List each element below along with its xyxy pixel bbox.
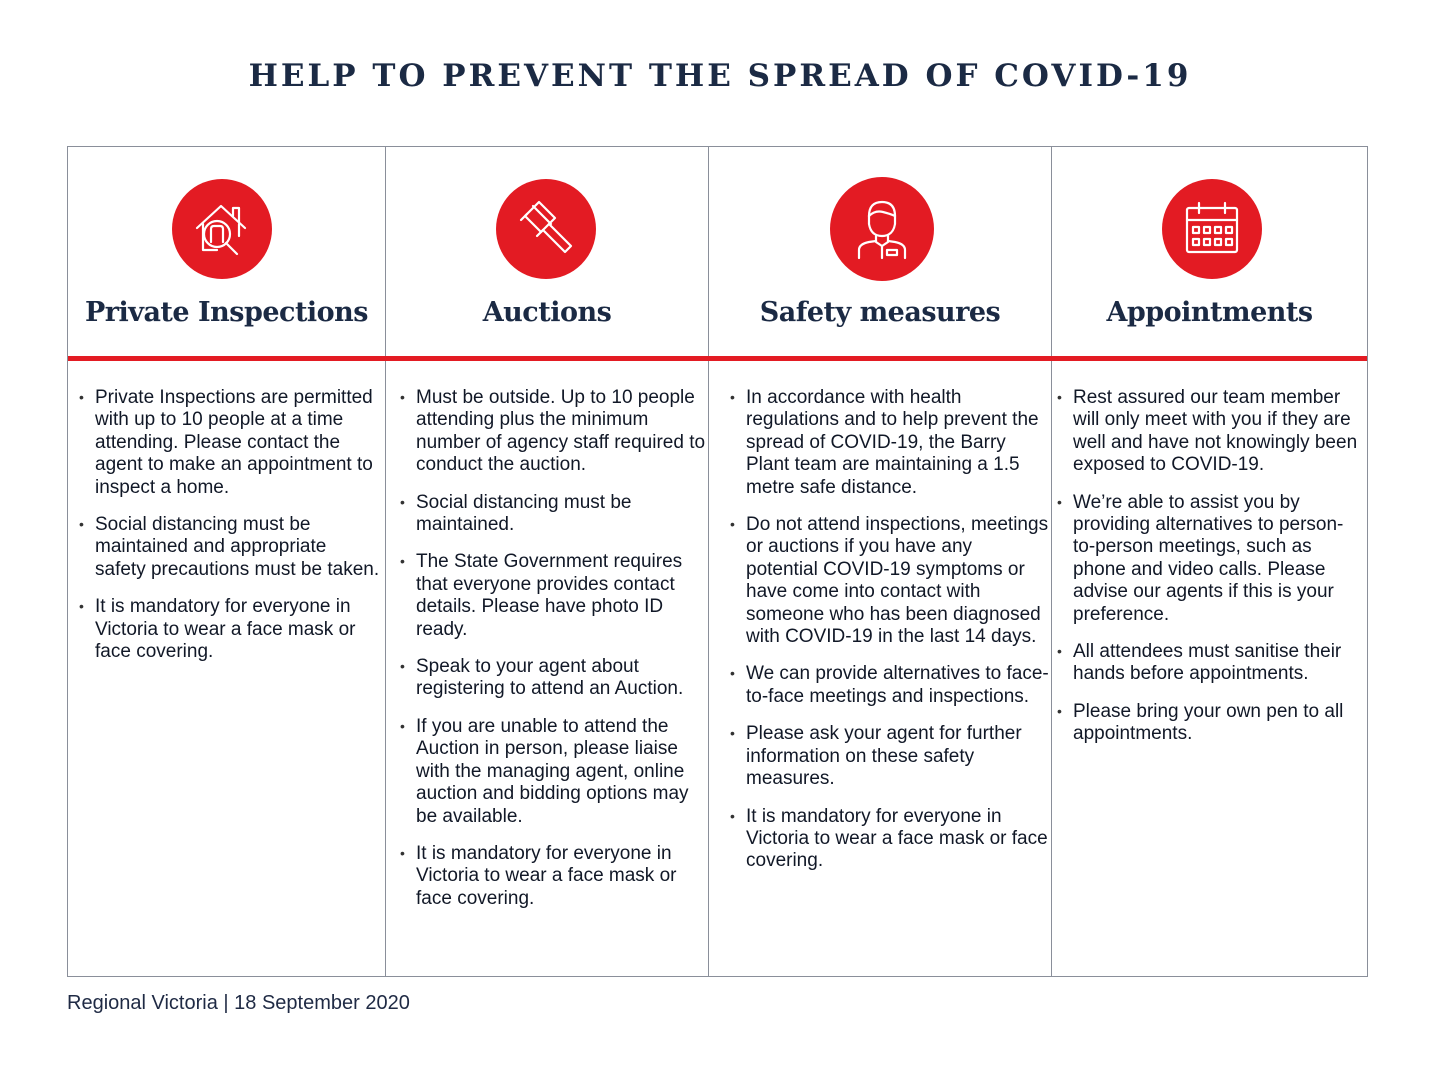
list-item: • Social distancing must be maintained and appropriate safety precautions must be taken.: [74, 514, 382, 581]
column-appointments: [1051, 147, 1367, 976]
column-safety-measures: [708, 147, 1051, 976]
list-item: • Do not attend inspections, meetings or auctions if you have any potential COVID-19 symptoms or have come into contact with someone who has been diagnosed with COVID-19 in the last 14 days.: [725, 514, 1049, 648]
bullet-list: [725, 387, 1049, 888]
house-search-icon: [172, 179, 272, 279]
list-item: • We can provide alternatives to face-to-face meetings and inspections.: [725, 663, 1049, 708]
list-item: • In accordance with health regulations and to help prevent the spread of COVID-19, the Barry Plant team are maintaining a 1.5 metre safe distance.: [725, 387, 1049, 499]
list-item: • All attendees must sanitise their hands before appointments.: [1052, 641, 1364, 686]
agent-person-icon: [830, 177, 934, 281]
list-item: • We’re able to assist you by providing alternatives to person-to-person meetings, such as phone and video calls. Please advise our agents if this is your preference.: [1052, 492, 1364, 626]
list-item: • Private Inspections are permitted with up to 10 people at a time attending. Please contact the agent to make an appointment to inspect a home.: [74, 387, 382, 499]
bullet-list: [395, 387, 707, 925]
bullet-list: [1052, 387, 1364, 761]
list-item: • It is mandatory for everyone in Victoria to wear a face mask or face covering.: [74, 596, 382, 663]
calendar-icon: [1162, 179, 1262, 279]
column-title: Appointments: [1106, 297, 1313, 328]
column-title: Safety measures: [759, 297, 1001, 328]
list-item: • It is mandatory for everyone in Victoria to wear a face mask or face covering.: [725, 806, 1049, 873]
list-item: • It is mandatory for everyone in Victoria to wear a face mask or face covering.: [395, 843, 707, 910]
list-item: • Please bring your own pen to all appointments.: [1052, 701, 1364, 746]
info-table: [67, 146, 1368, 977]
list-item: • Speak to your agent about registering to attend an Auction.: [395, 656, 707, 701]
list-item: • Please ask your agent for further information on these safety measures.: [725, 723, 1049, 790]
list-item: • Must be outside. Up to 10 people attending plus the minimum number of agency staff required to conduct the auction.: [395, 387, 707, 477]
footer-date: Regional Victoria | 18 September 2020: [67, 992, 410, 1014]
list-item: • Rest assured our team member will only meet with you if they are well and have not knowingly been exposed to COVID-19.: [1052, 387, 1364, 477]
list-item: • The State Government requires that everyone provides contact details. Please have photo ID ready.: [395, 551, 707, 641]
bullet-list: [74, 387, 382, 678]
column-auctions: [385, 147, 708, 976]
column-private-inspections: [68, 147, 385, 976]
page-title: HELP TO PREVENT THE SPREAD OF COVID-19: [248, 58, 1192, 94]
column-title: Auctions: [482, 297, 612, 328]
column-title: Private Inspections: [84, 297, 369, 328]
list-item: • If you are unable to attend the Auction in person, please liaise with the managing agent, online auction and bidding options may be available.: [395, 716, 707, 828]
list-item: • Social distancing must be maintained.: [395, 492, 707, 537]
red-divider: [68, 356, 1367, 361]
gavel-icon: [496, 179, 596, 279]
